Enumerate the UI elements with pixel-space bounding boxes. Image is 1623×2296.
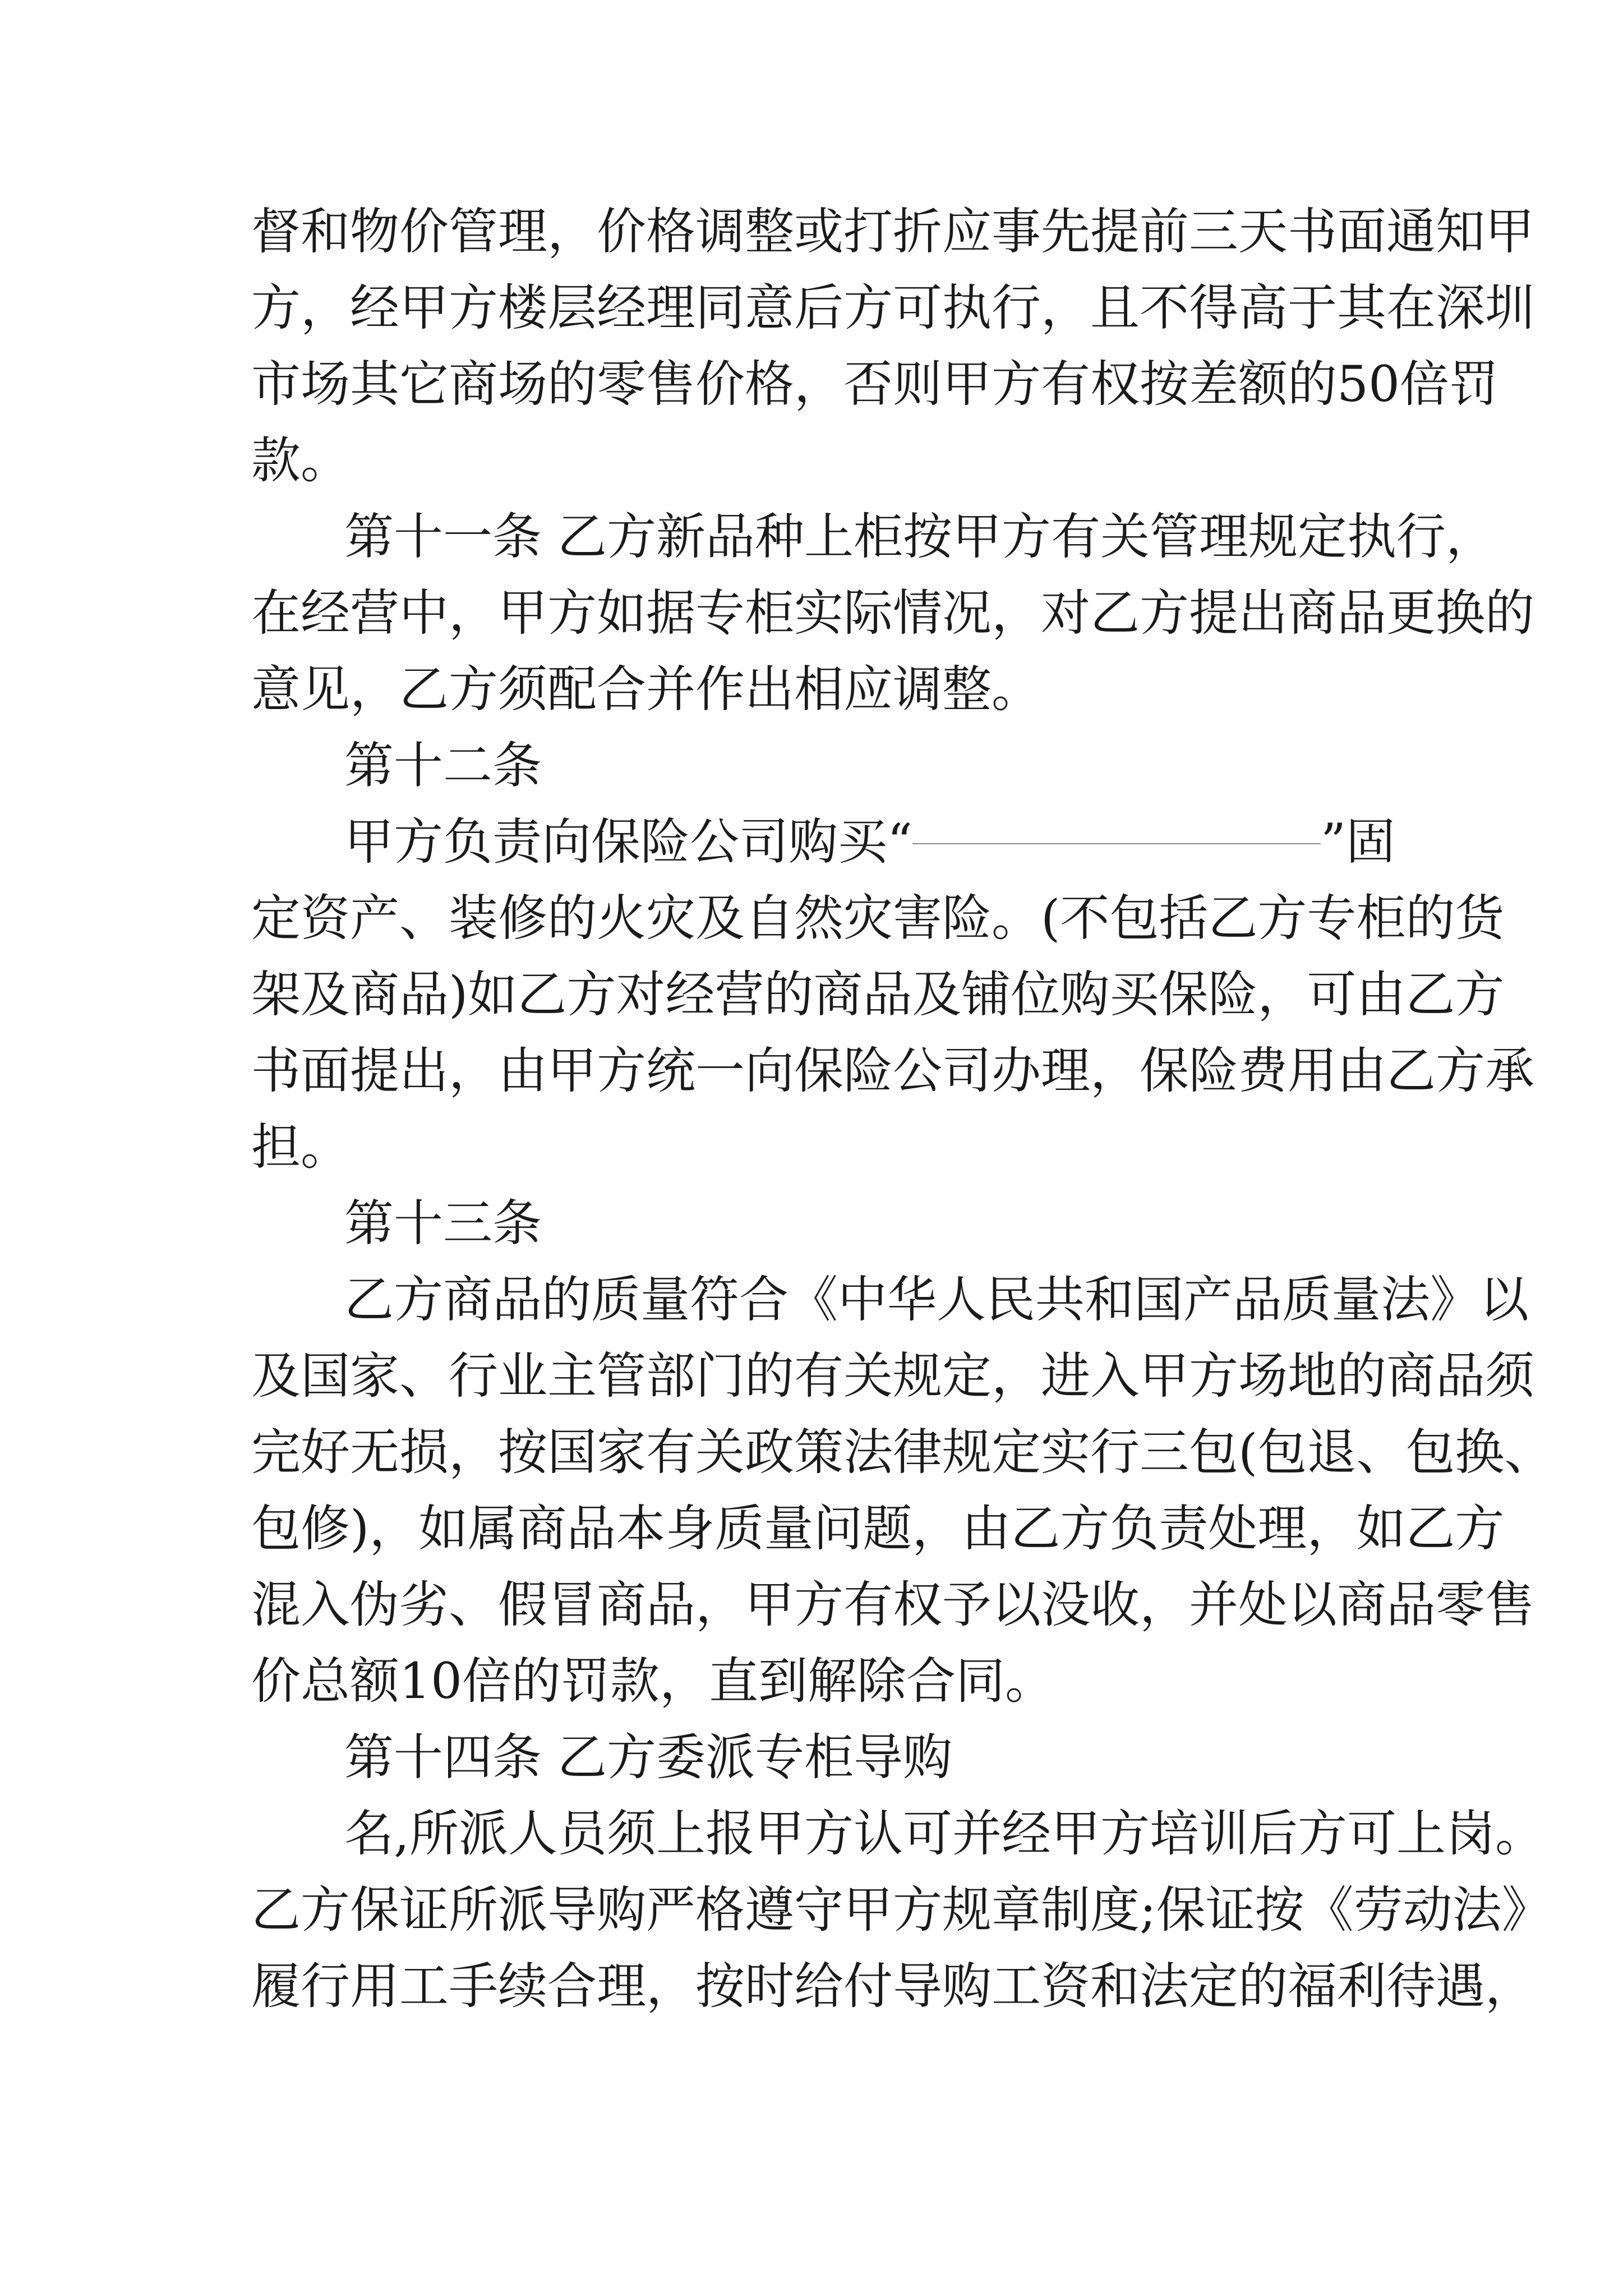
article-12-heading: 第十二条 xyxy=(344,737,542,794)
fill-in-blank xyxy=(912,804,1321,844)
text-segment: ”固 xyxy=(1321,813,1395,871)
text-line: 履行用工手续合理，按时给付导购工资和法定的福利待遇， xyxy=(251,1957,1535,2015)
article-14-heading: 第十四条 乙方委派专柜导购 xyxy=(344,1728,952,1786)
text-line-with-blank xyxy=(251,804,1395,880)
text-line: 包修)，如属商品本身质量问题，由乙方负责处理，如乙方 xyxy=(251,1499,1505,1557)
text-line: 定资产、装修的火灾及自然灾害险。(不包括乙方专柜的货 xyxy=(251,889,1505,947)
text-line: 方，经甲方楼层经理同意后方可执行，且不得高于其在深圳 xyxy=(251,279,1535,337)
text-line: 在经营中，甲方如据专柜实际情况，对乙方提出商品更换的 xyxy=(251,584,1535,642)
text-line: 乙方保证所派导购严格遵守甲方规章制度;保证按《劳动法》 xyxy=(251,1881,1551,1939)
text-segment: 甲方负责向保险公司购买“ xyxy=(344,813,912,871)
text-line: 名,所派人员须上报甲方认可并经甲方培训后方可上岗。 xyxy=(344,1805,1544,1862)
article-11-heading-line: 第十一条 乙方新品种上柜按甲方有关管理规定执行， xyxy=(344,508,1495,565)
text-line: 乙方商品的质量符合《中华人民共和国产品质量法》以 xyxy=(344,1271,1529,1328)
text-line: 价总额10倍的罚款，直到解除合同。 xyxy=(251,1652,1054,1710)
text-line: 及国家、行业主管部门的有关规定，进入甲方场地的商品须 xyxy=(251,1347,1535,1405)
text-line: 意见，乙方须配合并作出相应调整。 xyxy=(251,660,1041,718)
text-line: 款。 xyxy=(251,431,351,489)
text-line: 督和物价管理，价格调整或打折应事先提前三天书面通知甲 xyxy=(251,203,1535,260)
article-13-heading: 第十三条 xyxy=(344,1194,542,1252)
text-line: 市场其它商场的零售价格，否则甲方有权按差额的50倍罚 xyxy=(251,355,1498,413)
text-line: 混入伪劣、假冒商品，甲方有权予以没收，并处以商品零售 xyxy=(251,1576,1535,1634)
text-line: 架及商品)如乙方对经营的商品及铺位购买保险，可由乙方 xyxy=(251,965,1505,1023)
text-line: 完好无损，按国家有关政策法律规定实行三包(包退、包换、 xyxy=(251,1423,1554,1481)
text-line: 担。 xyxy=(251,1118,351,1176)
document-body xyxy=(251,194,1554,2024)
text-line: 书面提出，由甲方统一向保险公司办理，保险费用由乙方承 xyxy=(251,1042,1535,1099)
